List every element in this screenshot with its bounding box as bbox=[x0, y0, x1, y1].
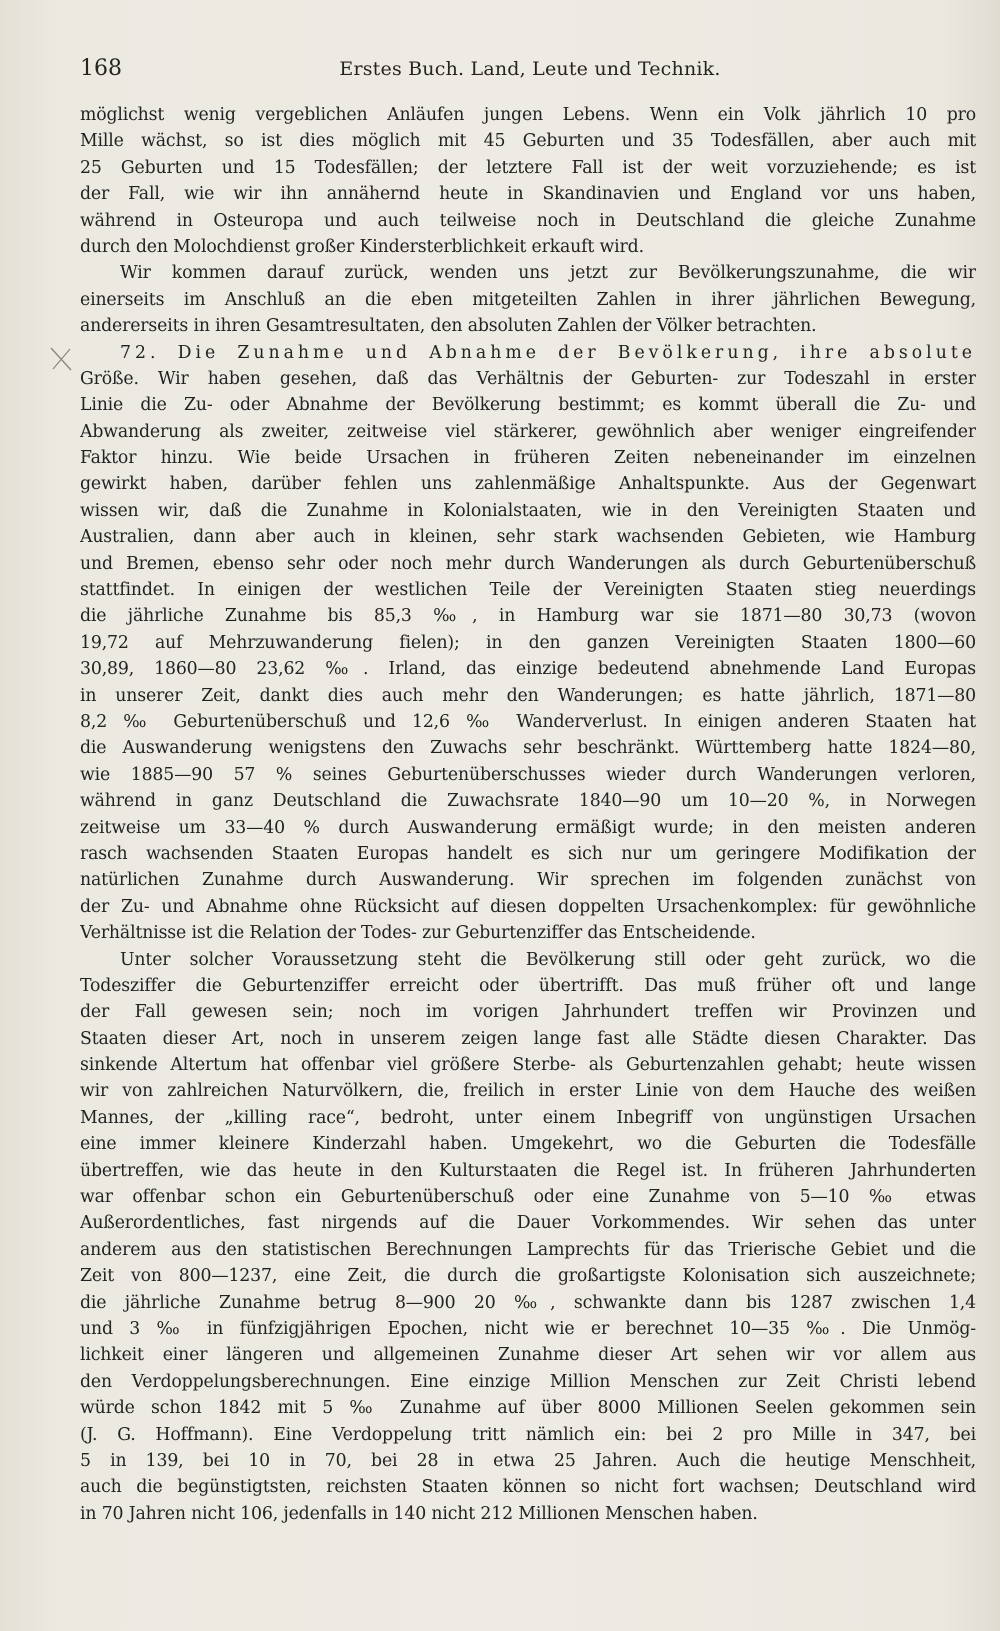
text-line: Staaten dieser Art, noch in unserem zeigen lange fast alle Städte diesen Charakter. Das bbox=[80, 1028, 976, 1049]
text-line: Mille wächst, so ist dies möglich mit 45 Geburten und 35 Todesfällen, aber auch mit bbox=[80, 131, 976, 152]
text-line: den Verdoppelungsberechnungen. Eine einzige Million Menschen zur Zeit Christi lebend bbox=[80, 1371, 976, 1392]
text-line: wie 1885—90 57 % seines Geburtenüberschusses wieder durch Wanderungen verloren, bbox=[80, 764, 976, 785]
text-line: stattfindet. In einigen der westlichen Teile der Vereinigten Staaten stieg neuerdings bbox=[80, 580, 976, 601]
text-line: und 3 ‰ in fünfzigjährigen Epochen, nicht wie er berechnet 10—35 ‰. Die Unmög- bbox=[80, 1318, 976, 1339]
text-line: lichkeit einer längeren und allgemeinen Zunahme dieser Art sehen wir vor allem aus bbox=[80, 1345, 976, 1366]
text-line: und Bremen, ebenso sehr oder noch mehr durch Wanderungen als durch Geburtenüberschuß bbox=[80, 553, 976, 574]
text-line: Australien, dann aber auch in kleinen, sehr stark wachsenden Gebieten, wie Hamburg bbox=[80, 527, 976, 548]
text-line: Mannes, der „killing race“, bedroht, unter einem Inbegriff von ungünstigen Ursachen bbox=[80, 1107, 976, 1128]
text-line: 19,72 auf Mehrzuwanderung fielen); in den ganzen Vereinigten Staaten 1800—60 bbox=[80, 632, 976, 653]
text-line: auch die begünstigtsten, reichsten Staaten können so nicht fort wachsen; Deutschland wird bbox=[80, 1477, 976, 1498]
text-line: während in Osteuropa und auch teilweise noch in Deutschland die gleiche Zunahme bbox=[80, 210, 976, 231]
text-line: anderem aus den statistischen Berechnungen Lamprechts für das Trierische Gebiet und die bbox=[80, 1239, 976, 1260]
text-line: während in ganz Deutschland die Zuwachsrate 1840—90 um 10—20 %, in Norwegen bbox=[80, 791, 976, 812]
page-header bbox=[80, 56, 980, 90]
section-heading-line: 72. Die Zunahme und Abnahme der Bevölkerung, ihre absolute bbox=[120, 342, 976, 363]
text-line: rasch wachsenden Staaten Europas handelt es sich nur um geringere Modifikation der bbox=[80, 843, 976, 864]
text-line: war offenbar schon ein Geburtenüberschuß oder eine Zunahme von 5—10 ‰ etwas bbox=[80, 1187, 976, 1208]
running-head: Erstes Buch. Land, Leute und Technik. bbox=[339, 58, 721, 80]
text-line: der Fall, wie wir ihn annähernd heute in Skandinavien und England vor uns haben, bbox=[80, 184, 976, 205]
text-line: der Zu- und Abnahme ohne Rücksicht auf diesen doppelten Ursachenkomplex: für gewöhnliche bbox=[80, 896, 976, 917]
text-line: die jährliche Zunahme betrug 8—900 20 ‰, schwankte dann bis 1287 zwischen 1,4 bbox=[80, 1292, 976, 1313]
text-line: (J. G. Hoffmann). Eine Verdoppelung tritt nämlich ein: bei 2 pro Mille in 347, bei bbox=[80, 1424, 976, 1445]
text-line: sinkende Altertum hat offenbar viel größere Sterbe- als Geburtenzahlen gehabt; heute wissen bbox=[80, 1055, 976, 1076]
text-line: die jährliche Zunahme bis 85,3 ‰, in Hamburg war sie 1871—80 30,73 (wovon bbox=[80, 606, 976, 627]
text-line: Wir kommen darauf zurück, wenden uns jetzt zur Bevölkerungszunahme, die wir bbox=[120, 263, 976, 284]
text-line: gewirkt haben, darüber fehlen uns zahlenmäßige Anhaltspunkte. Aus der Gegenwart bbox=[80, 474, 976, 495]
text-line: zeitweise um 33—40 % durch Auswanderung ermäßigt wurde; in den meisten anderen bbox=[80, 817, 976, 838]
text-line: in 70 Jahren nicht 106, jedenfalls in 140 nicht 212 Millionen Menschen haben. bbox=[80, 1503, 758, 1524]
pencil-cross-mark-icon bbox=[48, 346, 74, 372]
text-line: durch den Molochdienst großer Kindersterblichkeit erkauft wird. bbox=[80, 236, 644, 257]
text-line: 25 Geburten und 15 Todesfällen; der letztere Fall ist der weit vorzuziehende; es ist bbox=[80, 157, 976, 178]
text-line: die Auswanderung wenigstens den Zuwachs sehr beschränkt. Württemberg hatte 1824—80, bbox=[80, 738, 976, 759]
body-text bbox=[80, 102, 976, 1527]
text-line: in unserer Zeit, dankt dies auch mehr den Wanderungen; es hatte jährlich, 1871—80 bbox=[80, 685, 976, 706]
text-line: 5 in 139, bei 10 in 70, bei 28 in etwa 25 Jahren. Auch die heutige Menschheit, bbox=[80, 1450, 976, 1471]
text-line: der Fall gewesen sein; noch im vorigen Jahrhundert treffen wir Provinzen und bbox=[80, 1002, 976, 1023]
text-line: eine immer kleinere Kinderzahl haben. Umgekehrt, wo die Geburten die Todesfälle bbox=[80, 1134, 976, 1155]
text-line: wir von zahlreichen Naturvölkern, die, freilich in erster Linie von dem Hauche des weißen bbox=[80, 1081, 976, 1102]
page-number: 168 bbox=[80, 56, 122, 81]
text-line: möglichst wenig vergeblichen Anläufen jungen Lebens. Wenn ein Volk jährlich 10 pro bbox=[80, 105, 976, 125]
text-line: Verhältnisse ist die Relation der Todes- zur Geburtenziffer das Entscheidende. bbox=[80, 923, 756, 944]
text-line: Außerordentliches, fast nirgends auf die Dauer Vorkommendes. Wir sehen das unter bbox=[80, 1213, 976, 1234]
text-line: übertreffen, wie das heute in den Kulturstaaten die Regel ist. In früheren Jahrhunderten bbox=[80, 1160, 976, 1181]
text-line: Unter solcher Voraussetzung steht die Bevölkerung still oder geht zurück, wo die bbox=[120, 949, 976, 970]
text-line: Abwanderung als zweiter, zeitweise viel stärkerer, gewöhnlich aber weniger eingreifender bbox=[80, 421, 976, 442]
text-line: natürlichen Zunahme durch Auswanderung. Wir sprechen im folgenden zunächst von bbox=[80, 870, 976, 891]
text-line: wissen wir, daß die Zunahme in Kolonialstaaten, wie in den Vereinigten Staaten und bbox=[80, 500, 976, 521]
text-line: Größe. Wir haben gesehen, daß das Verhältnis der Geburten- zur Todeszahl in erster bbox=[80, 368, 976, 389]
text-line: 30,89, 1860—80 23,62 ‰. Irland, das einzige bedeutend abnehmende Land Europas bbox=[80, 659, 976, 680]
text-line: würde schon 1842 mit 5 ‰ Zunahme auf über 8000 Millionen Seelen gekommen sein bbox=[80, 1398, 976, 1419]
text-line: andererseits in ihren Gesamtresultaten, den absoluten Zahlen der Völker betrachten. bbox=[80, 316, 817, 337]
text-line: 8,2 ‰ Geburtenüberschuß und 12,6 ‰ Wanderverlust. In einigen anderen Staaten hat bbox=[80, 711, 976, 732]
text-line: Zeit von 800—1237, eine Zeit, die durch die großartigste Kolonisation sich auszeichnete; bbox=[80, 1266, 976, 1287]
text-line: Faktor hinzu. Wie beide Ursachen in früheren Zeiten nebeneinander im einzelnen bbox=[80, 448, 976, 469]
text-line: Linie die Zu- oder Abnahme der Bevölkerung bestimmt; es kommt überall die Zu- und bbox=[80, 395, 976, 416]
text-line: Todesziffer die Geburtenziffer erreicht oder übertrifft. Das muß früher oft und lange bbox=[80, 975, 976, 996]
text-line: einerseits im Anschluß an die eben mitgeteilten Zahlen in ihrer jährlichen Bewegung, bbox=[80, 289, 976, 310]
